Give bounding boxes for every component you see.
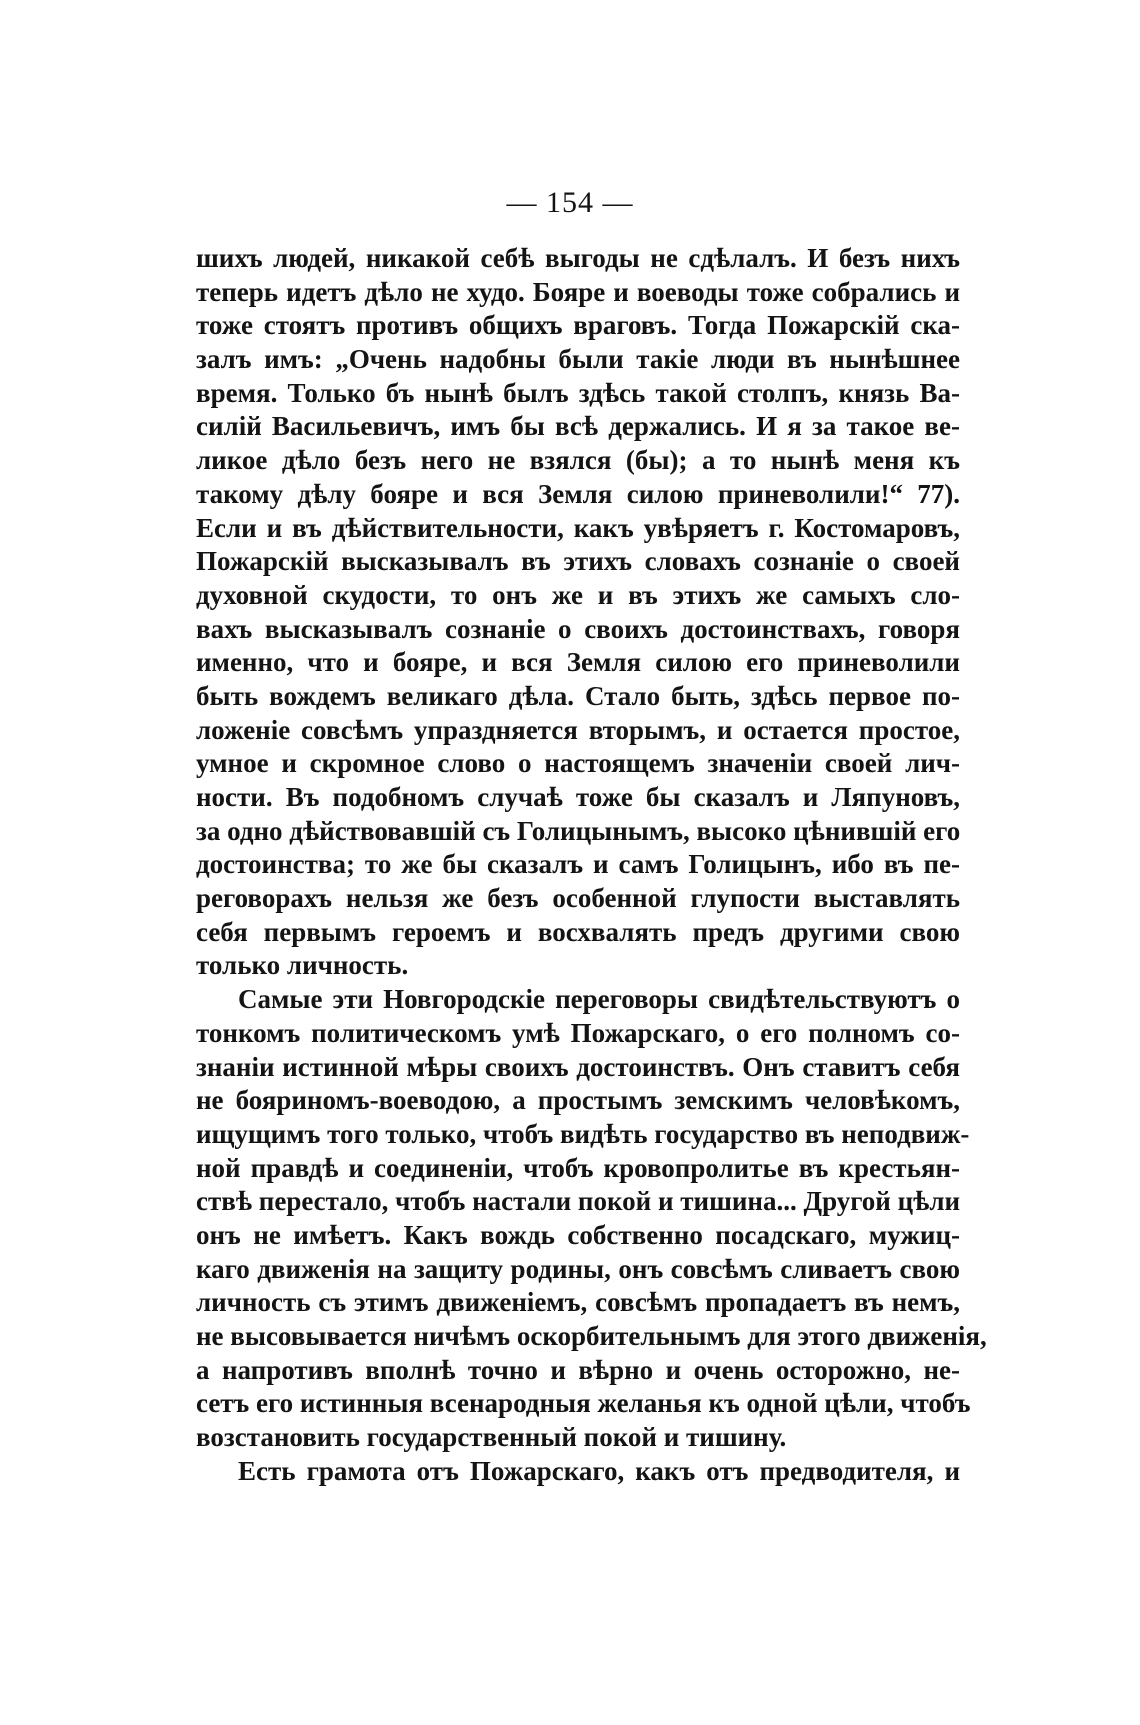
paragraph xyxy=(196,242,960,983)
text-line: именно, что и бояре, и вся Земля силою его приневолили xyxy=(196,647,960,678)
text-line: ности. Въ подобномъ случаѣ тоже бы сказалъ и Ляпуновъ, xyxy=(196,782,960,812)
text-line: Если и въ дѣйствительности, какъ увѣряетъ г. Костомаровъ, xyxy=(196,512,960,543)
text-line: время. Только бъ нынѣ былъ здѣсь такой столпъ, князь Ва- xyxy=(196,377,960,408)
text-line: достоинства; то же бы сказалъ и самъ Голицынъ, ибо въ пе- xyxy=(196,849,960,880)
text-line: залъ имъ: „Очень надобны были такіе люди въ нынѣшнее xyxy=(196,344,960,375)
text-line: за одно дѣйствовавшій съ Голицынымъ, высоко цѣнившій его xyxy=(196,815,961,846)
text-line: ствѣ перестало, чтобъ настали покой и тишина... Другой цѣли xyxy=(196,1186,961,1217)
text-line: личность съ этимъ движеніемъ, совсѣмъ пропадаетъ въ немъ, xyxy=(196,1287,960,1318)
text-line: тоже стоятъ противъ общихъ враговъ. Тогда Пожарскій ска- xyxy=(196,310,960,341)
text-line: шихъ людей, никакой себѣ выгоды не сдѣлалъ. И безъ нихъ xyxy=(196,243,960,273)
text-line: умное и скромное слово о настоящемъ значеніи своей лич- xyxy=(196,748,960,779)
text-line: Есть грамота отъ Пожарскаго, какъ отъ предводителя, и xyxy=(238,1455,960,1486)
text-line: силій Васильевичъ, имъ бы всѣ держались. И я за такое ве- xyxy=(196,411,960,442)
text-line: ложеніе совсѣмъ упраздняется вторымъ, и остается простое, xyxy=(196,714,960,745)
text-line: вахъ высказывалъ сознаніе о своихъ достоинствахъ, говоря xyxy=(196,613,960,644)
text-line: Самые эти Новгородскіе переговоры свидѣтельствуютъ о xyxy=(238,984,960,1015)
text-line: тонкомъ политическомъ умѣ Пожарскаго, о его полномъ со- xyxy=(196,1017,960,1048)
text-line: не высовывается ничѣмъ оскорбительнымъ для этого движенія, xyxy=(196,1321,987,1351)
text-line: возстановить государственный покой и тишину. xyxy=(196,1422,787,1453)
text-line: себя первымъ героемъ и восхвалять предъ другими свою xyxy=(196,916,960,947)
body-text xyxy=(196,242,987,1488)
paragraph xyxy=(196,983,987,1455)
text-line: онъ не имѣетъ. Какъ вождь собственно посадскаго, мужиц- xyxy=(196,1219,960,1250)
text-line: ной правдѣ и соединеніи, чтобъ кровопролитье въ крестьян- xyxy=(196,1152,960,1183)
page-number: — 154 — xyxy=(506,186,634,219)
text-line: теперь идетъ дѣло не худо. Бояре и воеводы тоже собрались и xyxy=(196,276,960,307)
text-line: ликое дѣло безъ него не взялся (бы); а то нынѣ меня къ xyxy=(196,445,960,476)
text-line: а напротивъ вполнѣ точно и вѣрно и очень осторожно, не- xyxy=(196,1354,960,1385)
text-line: Пожарскій высказывалъ въ этихъ словахъ сознаніе о своей xyxy=(196,546,960,577)
paragraph xyxy=(196,1455,960,1489)
text-line: знаніи истинной мѣры своихъ достоинствъ. Онъ ставитъ себя xyxy=(196,1051,960,1082)
text-line: ищущимъ того только, чтобъ видѣть государство въ неподвиж- xyxy=(196,1118,970,1149)
text-line: только личность. xyxy=(196,950,409,981)
text-line: каго движенія на защиту родины, онъ совсѣмъ сливаетъ свою xyxy=(196,1253,960,1284)
text-line: сетъ его истинныя всенародныя желанья къ одной цѣли, чтобъ xyxy=(196,1388,971,1419)
text-line: не бояриномъ-воеводою, а простымъ земскимъ человѣкомъ, xyxy=(196,1085,960,1116)
text-line: реговорахъ нельзя же безъ особенной глупости выставлять xyxy=(196,883,960,914)
text-line: такому дѣлу бояре и вся Земля силою приневолили!“ 77). xyxy=(196,478,960,509)
text-line: духовной скудости, то онъ же и въ этихъ же самыхъ сло- xyxy=(196,579,960,610)
text-line: быть вождемъ великаго дѣла. Стало быть, здѣсь первое по- xyxy=(196,680,960,711)
